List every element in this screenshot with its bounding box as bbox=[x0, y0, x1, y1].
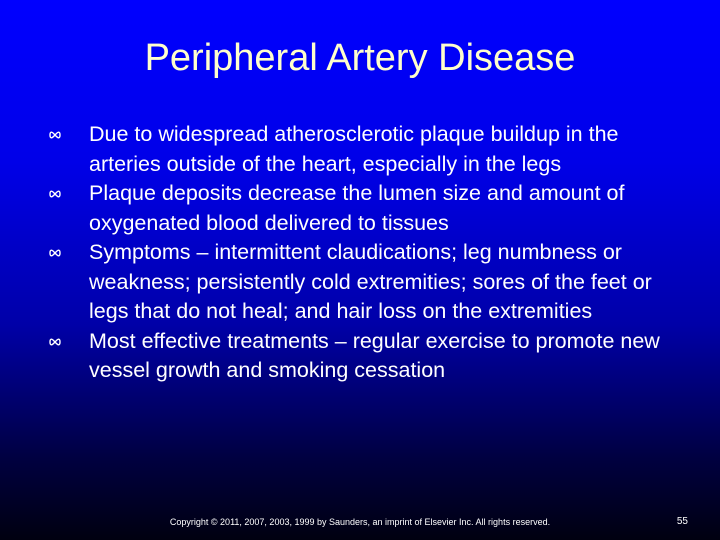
infinity-icon bbox=[48, 335, 62, 349]
bullet-text: Symptoms – intermittent claudications; leg numbness or weakness; persistently cold extremities; sores of the feet or legs that do not heal; and hair loss on the extremities bbox=[89, 240, 652, 323]
infinity-icon bbox=[48, 246, 62, 260]
infinity-icon bbox=[48, 128, 62, 142]
bullet-item bbox=[48, 238, 688, 327]
bullet-text: Most effective treatments – regular exercise to promote new vessel growth and smoking cessation bbox=[89, 328, 660, 382]
copyright-footer: Copyright © 2011, 2007, 2003, 1999 by Saunders, an imprint of Elsevier Inc. All rights reserved. bbox=[169, 517, 551, 527]
bullet-list bbox=[48, 120, 688, 386]
bullet-text: Plaque deposits decrease the lumen size and amount of oxygenated blood delivered to tissues bbox=[89, 181, 625, 235]
bullet-item bbox=[48, 179, 688, 238]
infinity-icon bbox=[48, 187, 62, 201]
bullet-item bbox=[48, 327, 688, 386]
page-number: 55 bbox=[676, 516, 688, 527]
slide-title: Peripheral Artery Disease bbox=[144, 37, 576, 79]
bullet-item bbox=[48, 120, 688, 179]
bullet-text: Due to widespread atherosclerotic plaque buildup in the arteries outside of the heart, especially in the legs bbox=[89, 122, 619, 176]
